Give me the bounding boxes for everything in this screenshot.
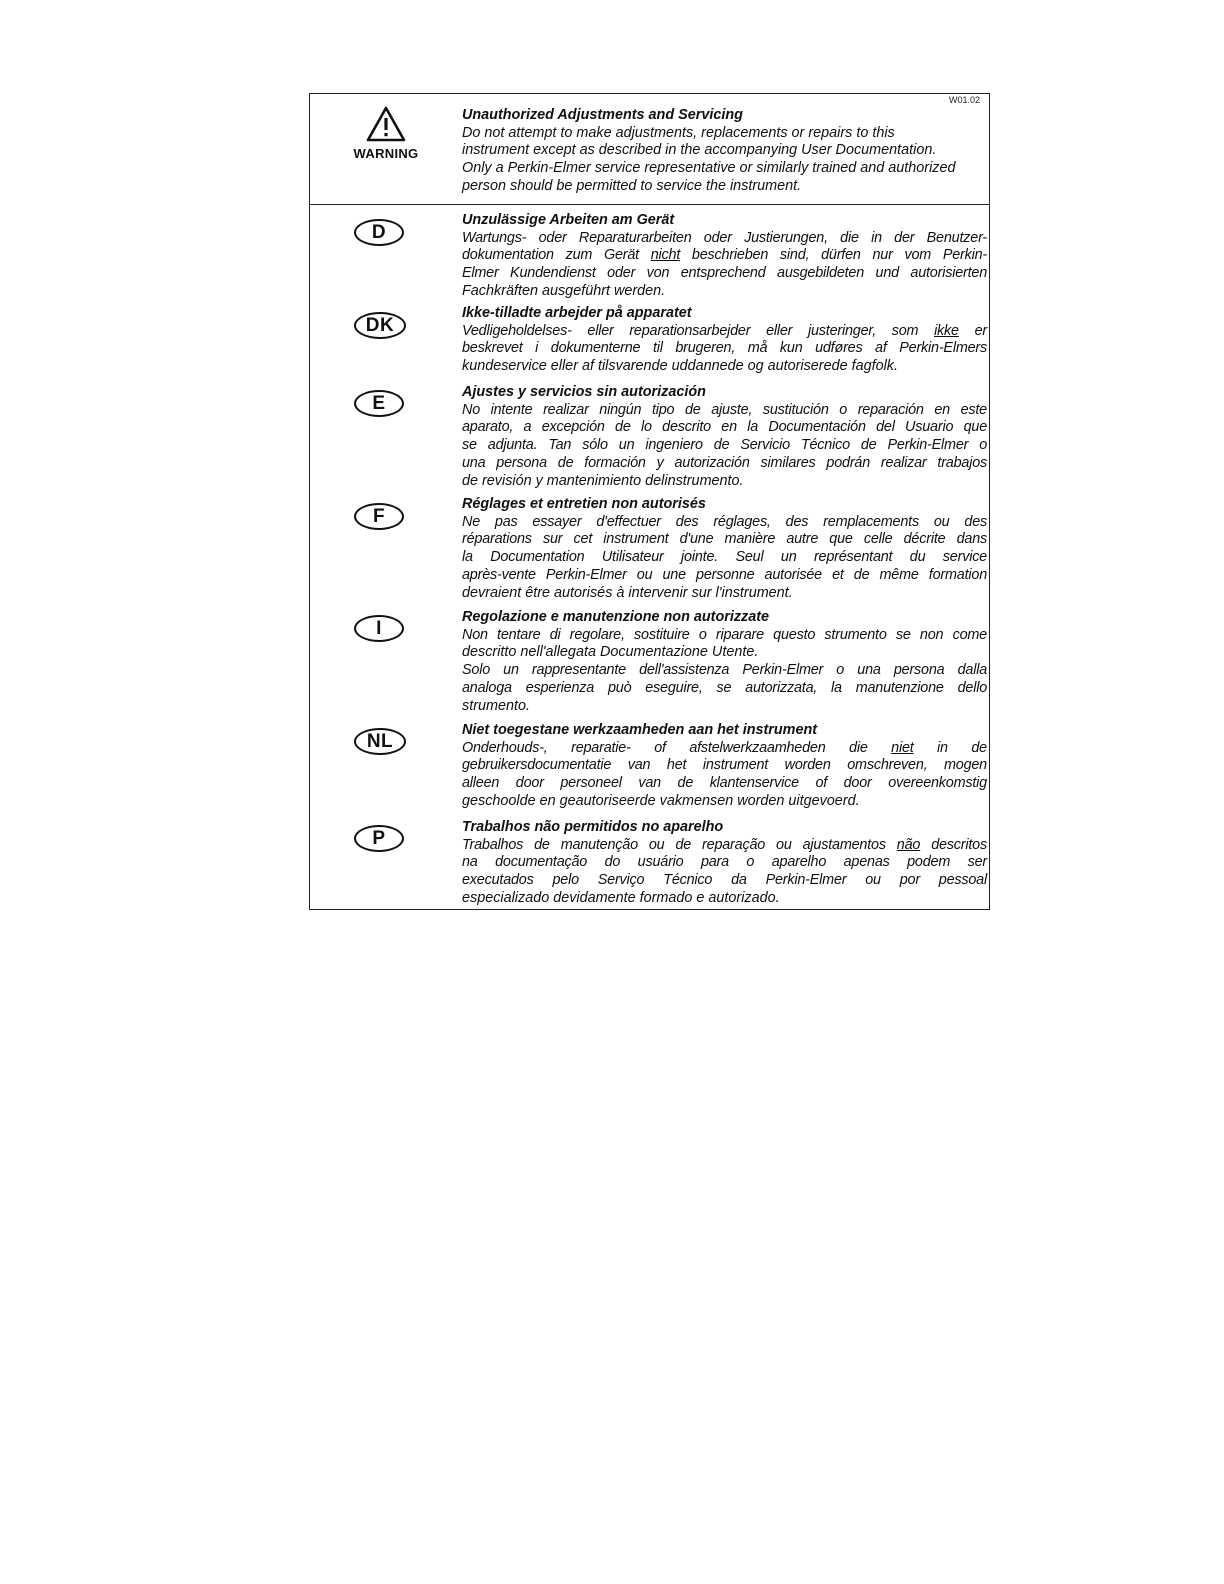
warning-line: [462, 627, 987, 645]
warning-line: [462, 698, 987, 716]
warning-title-e: Ajustes y servicios sin autorización: [462, 384, 706, 400]
warning-text-dk: [462, 305, 987, 376]
language-badge-nl: NL: [354, 728, 406, 755]
warning-line: [462, 531, 987, 549]
warning-title-d: Unzulässige Arbeiten am Gerät: [462, 212, 675, 228]
warning-title-nl: Niet toegestane werkzaamheden aan het instrument: [462, 722, 818, 738]
warning-text-f: [462, 496, 987, 602]
line-segment: Wartungs- oder Reparaturarbeiten oder Justierungen, die in der Benutzer-: [462, 229, 987, 246]
warning-line: [462, 323, 987, 341]
warning-text-i: [462, 609, 987, 715]
line-segment: Non tentare di regolare, sostituire o riparare questo strumento se non come: [462, 626, 987, 643]
line-segment: una persona de formación y autorización similares podrán realizar trabajos: [462, 454, 987, 471]
warning-text-p: [462, 819, 987, 908]
line-segment: Fachkräften ausgeführt werden.: [462, 282, 666, 299]
warning-title-p: Trabalhos não permitidos no aparelho: [462, 819, 724, 835]
line-segment: dokumentation zum Gerät: [462, 247, 651, 264]
language-badge-p: P: [354, 825, 404, 852]
line-segment: descritto nell'allegata Documentazione Utente.: [462, 644, 759, 661]
line-segment: beschrieben sind, dürfen nur vom Perkin-: [680, 247, 987, 264]
line-segment: geschoolde en geautoriseerde vakmensen worden uitgevoerd.: [462, 792, 860, 809]
english-warning-line: Only a Perkin-Elmer service representative or similarly trained and authorized: [462, 160, 956, 177]
english-warning-line: person should be permitted to service the instrument.: [462, 177, 802, 194]
emphasized-word: nicht: [650, 247, 681, 264]
emphasized-word: ikke: [934, 322, 959, 339]
language-badge-e: E: [354, 390, 404, 417]
warning-line: [462, 793, 987, 811]
warning-line: [462, 514, 987, 532]
warning-line: [462, 775, 987, 793]
warning-label: WARNING: [353, 146, 419, 161]
english-warning-title: Unauthorized Adjustments and Servicing: [462, 107, 743, 123]
line-segment: especializado devidamente formado e autorizado.: [462, 889, 780, 906]
warning-line: [462, 662, 987, 680]
warning-line: [462, 757, 987, 775]
line-segment: kundeservice eller af tilsvarende uddannede og autoriserede fagfolk.: [462, 358, 898, 375]
line-segment: de revisión y mantenimiento delinstrumento.: [462, 472, 744, 489]
line-segment: devraient être autorisés à intervenir sur l'instrument.: [462, 584, 793, 601]
warning-text-nl: [462, 722, 987, 811]
warning-symbol: [348, 106, 424, 161]
language-badge-f: F: [354, 503, 404, 530]
language-badge-i: I: [354, 615, 404, 642]
line-segment: après-vente Perkin-Elmer ou une personne autorisée et de même formation: [462, 566, 987, 583]
english-warning-text: [462, 107, 987, 196]
warning-line: [462, 585, 987, 603]
english-warning-section: [310, 94, 989, 205]
warning-title-i: Regolazione e manutenzione non autorizzate: [462, 609, 770, 625]
warning-line: [462, 740, 987, 758]
line-segment: Vedligeholdelses- eller reparationsarbejder eller justeringer, som: [462, 322, 935, 339]
emphasized-word: niet: [891, 739, 914, 756]
warning-text-d: [462, 212, 987, 301]
warning-line: [462, 872, 987, 890]
line-segment: analoga esperienza può eseguire, se autorizzata, la manutenzione dello: [462, 679, 987, 696]
warning-line: [462, 402, 987, 420]
line-segment: executados pelo Serviço Técnico da Perkin-Elmer ou por pessoal: [462, 872, 987, 889]
warning-text-e: [462, 384, 987, 490]
warning-line: [462, 549, 987, 567]
line-segment: se adjunta. Tan sólo un ingeniero de Servicio Técnico de Perkin-Elmer o: [462, 437, 987, 454]
warning-line: [462, 644, 987, 662]
language-badge-d: D: [354, 219, 404, 246]
warning-triangle-icon: [366, 106, 406, 142]
warning-line: [462, 283, 987, 301]
line-segment: descritos: [920, 836, 987, 853]
line-segment: Solo un rappresentante dell'assistenza Perkin-Elmer o una persona dalla: [462, 662, 987, 679]
line-segment: Onderhouds-, reparatie- of afstelwerkzaamheden die: [462, 739, 892, 756]
line-segment: la Documentation Utilisateur jointe. Seul un représentant du service: [462, 549, 987, 566]
line-segment: Ne pas essayer d'effectuer des réglages, des remplacements ou des: [462, 513, 987, 530]
warning-line: [462, 230, 987, 248]
warning-line: [462, 419, 987, 437]
document-code: W01.02: [948, 95, 980, 105]
line-segment: beskrevet i dokumenterne til brugeren, må kun udføres af Perkin-Elmers: [462, 340, 987, 357]
warning-line: [462, 854, 987, 872]
warning-line: [462, 473, 987, 491]
warning-title-f: Réglages et entretien non autorisés: [462, 496, 706, 512]
warning-line: [462, 455, 987, 473]
warning-line: [462, 890, 987, 908]
warning-line: [462, 680, 987, 698]
warning-line: [462, 247, 987, 265]
line-segment: er: [958, 322, 987, 339]
warning-line: [462, 265, 987, 283]
line-segment: gebruikersdocumentatie van het instrument worden omschreven, mogen: [462, 757, 987, 774]
language-badge-dk: DK: [354, 312, 406, 339]
warning-line: [462, 567, 987, 585]
line-segment: alleen door personeel van de klantenservice of door overeenkomstig: [462, 775, 987, 792]
line-segment: strumento.: [462, 697, 530, 714]
warning-notice-box: [309, 93, 990, 910]
line-segment: No intente realizar ningún tipo de ajuste, sustitución o reparación en este: [462, 401, 987, 418]
warning-line: [462, 837, 987, 855]
english-warning-line: Do not attempt to make adjustments, replacements or repairs to this: [462, 124, 895, 141]
warning-line: [462, 437, 987, 455]
line-segment: Elmer Kundendienst oder von entsprechend ausgebildeten und autorisierten: [462, 265, 987, 282]
warning-title-dk: Ikke-tilladte arbejder på apparatet: [462, 305, 692, 321]
line-segment: Trabalhos de manutenção ou de reparação ou ajustamentos: [462, 836, 897, 853]
emphasized-word: não: [896, 836, 921, 853]
line-segment: réparations sur cet instrument d'une manière autre que celle décrite dans: [462, 531, 987, 548]
warning-line: [462, 340, 987, 358]
line-segment: in de: [913, 739, 987, 756]
line-segment: aparato, a excepción de lo descrito en la Documentación del Usuario que: [462, 419, 987, 436]
line-segment: na documentação do usuário para o aparelho apenas podem ser: [462, 854, 987, 871]
warning-line: [462, 358, 987, 376]
english-warning-line: instrument except as described in the accompanying User Documentation.: [462, 142, 937, 159]
